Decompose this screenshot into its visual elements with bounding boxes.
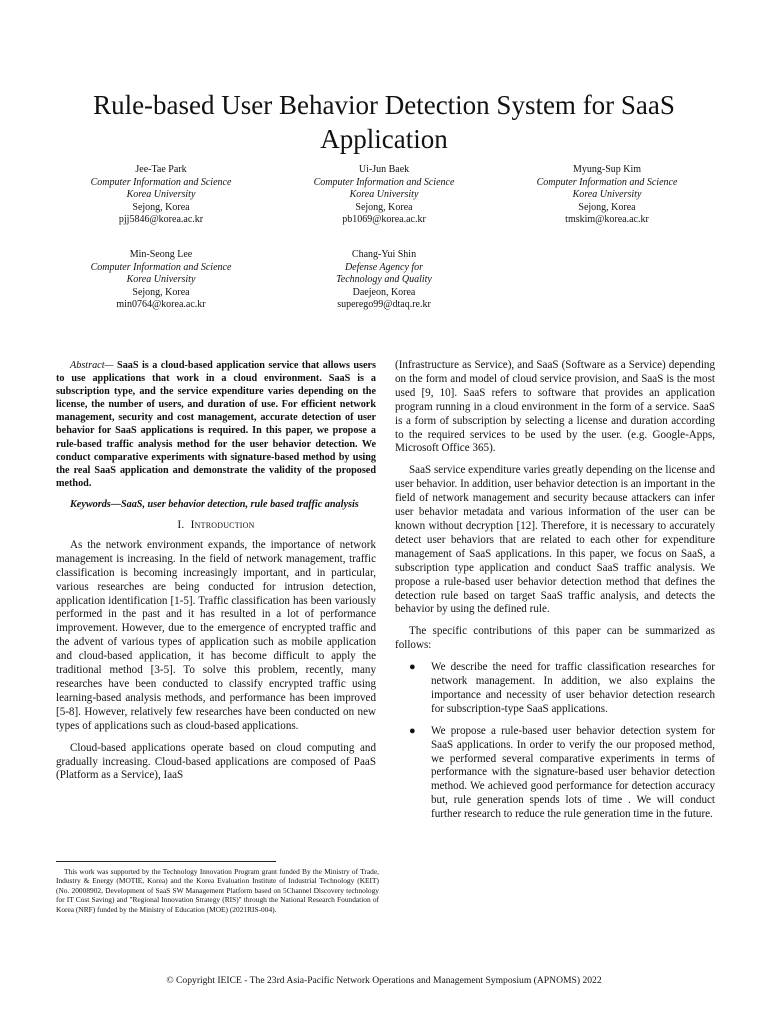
author-name: Ui-Jun Baek <box>358 164 410 175</box>
copyright-notice: © Copyright IEICE - The 23rd Asia-Pacific Network Operations and Management Symposium (APNOMS) 2022 <box>166 975 602 986</box>
body-paragraph: SaaS service expenditure varies greatly depending on the license and user behavior. In addition, user behavior detection is an important in the field of network management and security because attackers can infer user behavior metadata and various information of the user can be known without decryption [12]. Therefore, it is necessary to accurately detect user behaviors that are related to each other for expenditure management of SaaS applications. In this paper, we focus on SaaS, a subscription type application and conduct SaaS traffic analysis. We propose a rule-based user behavior detection method that defines the detection rule based on target SaaS traffic analysis, and detects the behavior by using the defined rule. <box>395 464 715 616</box>
footnote-text: This work was supported by the Technology Innovation Program grant funded By the Ministry of Trade, Industry & Energy (MOTIE, Korea) and the Korea Evaluation Institute of Industrial Technology (KEIT) (No. 20008902, Development of SaaS SW Management Platform based on 5Channel Discovery technology for IT Cost Saving) and "Regional Innovation Strategy (RIS)" through the National Research Foundation of Korea (NRF) funded by the Ministry of Education (MOE) (2021RIS-004). <box>56 867 379 914</box>
author-name: Myung-Sup Kim <box>572 164 642 175</box>
list-item-text: We describe the need for traffic classification researches for network management. In addition, we also explains the importance and necessity of user behavior detection research for subscription-type SaaS applications. <box>431 661 715 715</box>
keywords: Keywords—SaaS, user behavior detection, rule based traffic analysis <box>70 498 359 510</box>
right-column <box>395 359 715 830</box>
author-block <box>279 249 489 312</box>
author-affiliation: Computer Information and Science <box>90 176 232 188</box>
author-email: pb1069@korea.ac.kr <box>342 214 426 225</box>
author-affiliation: Computer Information and Science <box>536 176 678 188</box>
author-block <box>502 164 712 227</box>
author-email: superego99@dtaq.re.kr <box>337 299 431 310</box>
author-block <box>56 164 266 227</box>
author-name: Jee-Tae Park <box>135 164 187 175</box>
author-affiliation: Korea University <box>349 189 419 200</box>
body-paragraph: The specific contributions of this paper can be summarized as follows: <box>395 625 715 652</box>
contribution-list <box>395 661 715 822</box>
author-affiliation: Korea University <box>126 189 196 200</box>
author-location: Sejong, Korea <box>132 201 190 213</box>
list-item <box>409 661 715 717</box>
author-affiliation: Korea University <box>572 189 642 200</box>
body-paragraph: (Infrastructure as Service), and SaaS (Software as a Service) depending on the form and model of cloud service provision, and SaaS is the most used [9, 10]. SaaS refers to software that provides an application program running in a cloud environment in the form of a service. SaaS is a form of subscription by selecting a license and duration according to the required services to be used by the user. (e.g. Google-Apps, Microsoft Office 365). <box>395 359 715 455</box>
bullet-icon: ● <box>409 661 416 674</box>
author-affiliation: Computer Information and Science <box>313 176 455 188</box>
abstract <box>56 359 376 490</box>
author-location: Sejong, Korea <box>578 201 636 213</box>
author-affiliation: Defense Agency for <box>344 261 424 273</box>
author-block <box>56 249 266 312</box>
left-column <box>56 359 376 783</box>
author-email: min0764@korea.ac.kr <box>116 299 206 310</box>
abstract-text: SaaS is a cloud-based application service that allows users to use applications that work in a cloud environment. SaaS is a subscription type, and the service expenditure varies depending on the license, the number of users, and duration of use. For efficient network management, security and cost management, accurate detection of user behavior for SaaS applications is required. In this paper, we propose a rule-based traffic analysis method for the user behavior detection. We conduct comparative experiments with signature-based method by using the real SaaS application and demonstrate the validity of the proposed method. <box>56 360 376 489</box>
bullet-icon: ● <box>409 724 416 737</box>
footnote <box>56 867 379 914</box>
section-number: I. <box>177 519 185 532</box>
author-email: pjj5846@korea.ac.kr <box>118 214 204 225</box>
author-location: Sejong, Korea <box>132 286 190 298</box>
author-affiliation: Korea University <box>126 274 196 285</box>
author-email: tmskim@korea.ac.kr <box>565 214 649 225</box>
author-affiliation: Computer Information and Science <box>90 261 232 273</box>
section-title: Introduction <box>190 519 255 532</box>
paper-title: Rule-based User Behavior Detection System for SaaS Application <box>93 90 675 155</box>
intro-paragraph: Cloud-based applications operate based on cloud computing and gradually increasing. Cloud-based applications are composed of PaaS (Platform as a Service), IaaS <box>56 741 376 782</box>
author-affiliation: Technology and Quality <box>336 274 432 285</box>
section-heading <box>56 519 376 533</box>
author-location: Sejong, Korea <box>355 201 413 213</box>
footnote-divider <box>56 861 276 862</box>
author-block <box>279 164 489 227</box>
author-name: Min-Seong Lee <box>129 249 193 260</box>
list-item <box>409 724 715 822</box>
list-item-text: We propose a rule-based user behavior detection system for SaaS applications. In order to verify the our proposed method, we performed several comparative experiments in terms of performance with the signature-based user behavior detection method. We achieved good performance for detection accuracy but, rule generation spends lots of time . We will conduct further research to reduce the rule generation time in the future. <box>431 724 715 821</box>
abstract-lead: Abstract— <box>70 360 114 371</box>
intro-paragraph: As the network environment expands, the importance of network management is increasing. In the field of network management, traffic classification is becoming increasingly important, and in particular, various researches are being conducted for intrusion detection, application identification [1-5]. Traffic classification has been variously performed in the past and it has resulted in a lot of performance improvement. However, due to the emergence of encrypted traffic and the advent of various types of application such as mobile application and cloud-based application, it has become difficult to apply the traditional method [3-5]. To solve this problem, recently, many researches have been conducted to classify encrypted traffic using learning-based analysis methods, and performance has been improved [5-8]. However, relatively few researches have been conducted on new types of applications such as cloud-based applications. <box>56 538 376 732</box>
author-name: Chang-Yui Shin <box>351 249 417 260</box>
author-location: Daejeon, Korea <box>352 286 416 298</box>
